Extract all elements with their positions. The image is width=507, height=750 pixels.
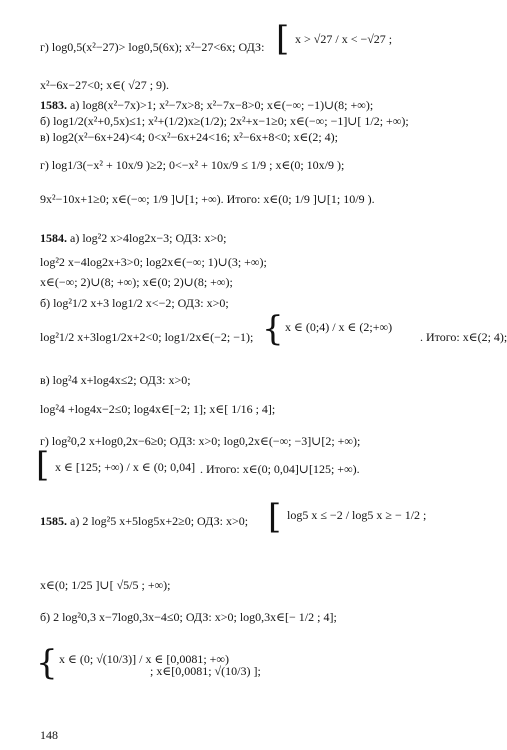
problem-1584-a — [40, 231, 499, 245]
system-4: log5 x ≤ −2 / log5 x ≥ − 1/2 ; — [287, 508, 427, 522]
line-1583-b: б) log1/2(x²+0,5x)≤1; x²+(1/2)x≥(1/2); 2x²+x−1≥0; x∈(−∞; −1]∪[ 1/2; +∞); — [40, 114, 409, 128]
problem-1583-a — [40, 98, 499, 112]
system-1: x > √27 / x < −√27 ; — [295, 32, 393, 46]
problem-number: 1585. — [40, 514, 67, 528]
line-1584-d2: . Итого: x∈(0; 0,04]∪[125; +∞). — [200, 462, 360, 476]
line-1584-2: log²2 x−4log2x+3>0; log2x∈(−∞; 1)∪(3; +∞); — [40, 255, 267, 269]
line-1584-c: в) log²4 x+log4x≤2; ОДЗ: x>0; — [40, 373, 191, 387]
system-bracket: [ — [268, 497, 282, 537]
line-1584-c2: log²4 +log4x−2≤0; log4x∈[−2; 1]; x∈[ 1/16 ; 4]; — [40, 402, 276, 416]
line-1583-d: г) log1/3(−x² + 10x/9 )≥2; 0<−x² + 10x/9 ≤ 1/9 ; x∈(0; 10x/9 ); — [40, 158, 345, 172]
line-1583-c: в) log2(x²−6x+24)<4; 0<x²−6x+24<16; x²−6x+8<0; x∈(2; 4); — [40, 130, 339, 144]
line-1584-d: г) log²0,2 x+log0,2x−6≥0; ОДЗ: x>0; log0,2x∈(−∞; −3]∪[2; +∞); — [40, 434, 361, 448]
problem-number: 1583. — [40, 98, 67, 112]
line-text: а) 2 log²5 x+5log5x+2≥0; ОДЗ: x>0; — [67, 514, 249, 528]
page-number: 148 — [40, 728, 58, 742]
line-1585-b: б) 2 log²0,3 x−7log0,3x−4≤0; ОДЗ: x>0; log0,3x∈[− 1/2 ; 4]; — [40, 610, 337, 624]
line-1583-e: 9x²−10x+1≥0; x∈(−∞; 1/9 ]∪[1; +∞). Итого: x∈(0; 1/9 ]∪[1; 10/9 ). — [40, 192, 375, 206]
system-2: x ∈ (0;4) / x ∈ (2;+∞) — [285, 320, 393, 334]
problem-1585-a — [40, 514, 248, 528]
line-2: x²−6x−27<0; x∈( √27 ; 9). — [40, 78, 170, 92]
line-1584-3: x∈(−∞; 2)∪(8; +∞); x∈(0; 2)∪(8; +∞); — [40, 275, 233, 289]
system-bracket: [ — [276, 19, 290, 59]
line-1584-b2: log²1/2 x+3log1/2x+2<0; log1/2x∈(−2; −1); — [40, 330, 254, 344]
line-text: а) log²2 x>4log2x−3; ОДЗ: x>0; — [67, 231, 227, 245]
line-text: а) log8(x²−7x)>1; x²−7x>8; x²−7x−8>0; x∈(−∞; −1)∪(8; +∞); — [67, 98, 374, 112]
system-bracket: [ — [36, 445, 50, 485]
system-brace: { — [262, 309, 284, 349]
line-1584-b3: . Итого: x∈(2; 4); — [420, 330, 507, 344]
system-brace: { — [36, 643, 58, 683]
line-1585-b2: ; x∈[0,0081; √(10/3) ]; — [150, 664, 261, 678]
system-5: x ∈ (0; √(10/3)] / x ∈ [0,0081; +∞) — [59, 652, 229, 666]
line-1585-a2: x∈(0; 1/25 ]∪[ √5/5 ; +∞); — [40, 578, 171, 592]
line-1: г) log0,5(x²−27)> log0,5(6x); x²−27<6x; ОДЗ: — [40, 40, 265, 54]
problem-number: 1584. — [40, 231, 67, 245]
system-3: x ∈ [125; +∞) / x ∈ (0; 0,04] — [55, 460, 196, 474]
line-1584-b: б) log²1/2 x+3 log1/2 x<−2; ОДЗ: x>0; — [40, 296, 229, 310]
